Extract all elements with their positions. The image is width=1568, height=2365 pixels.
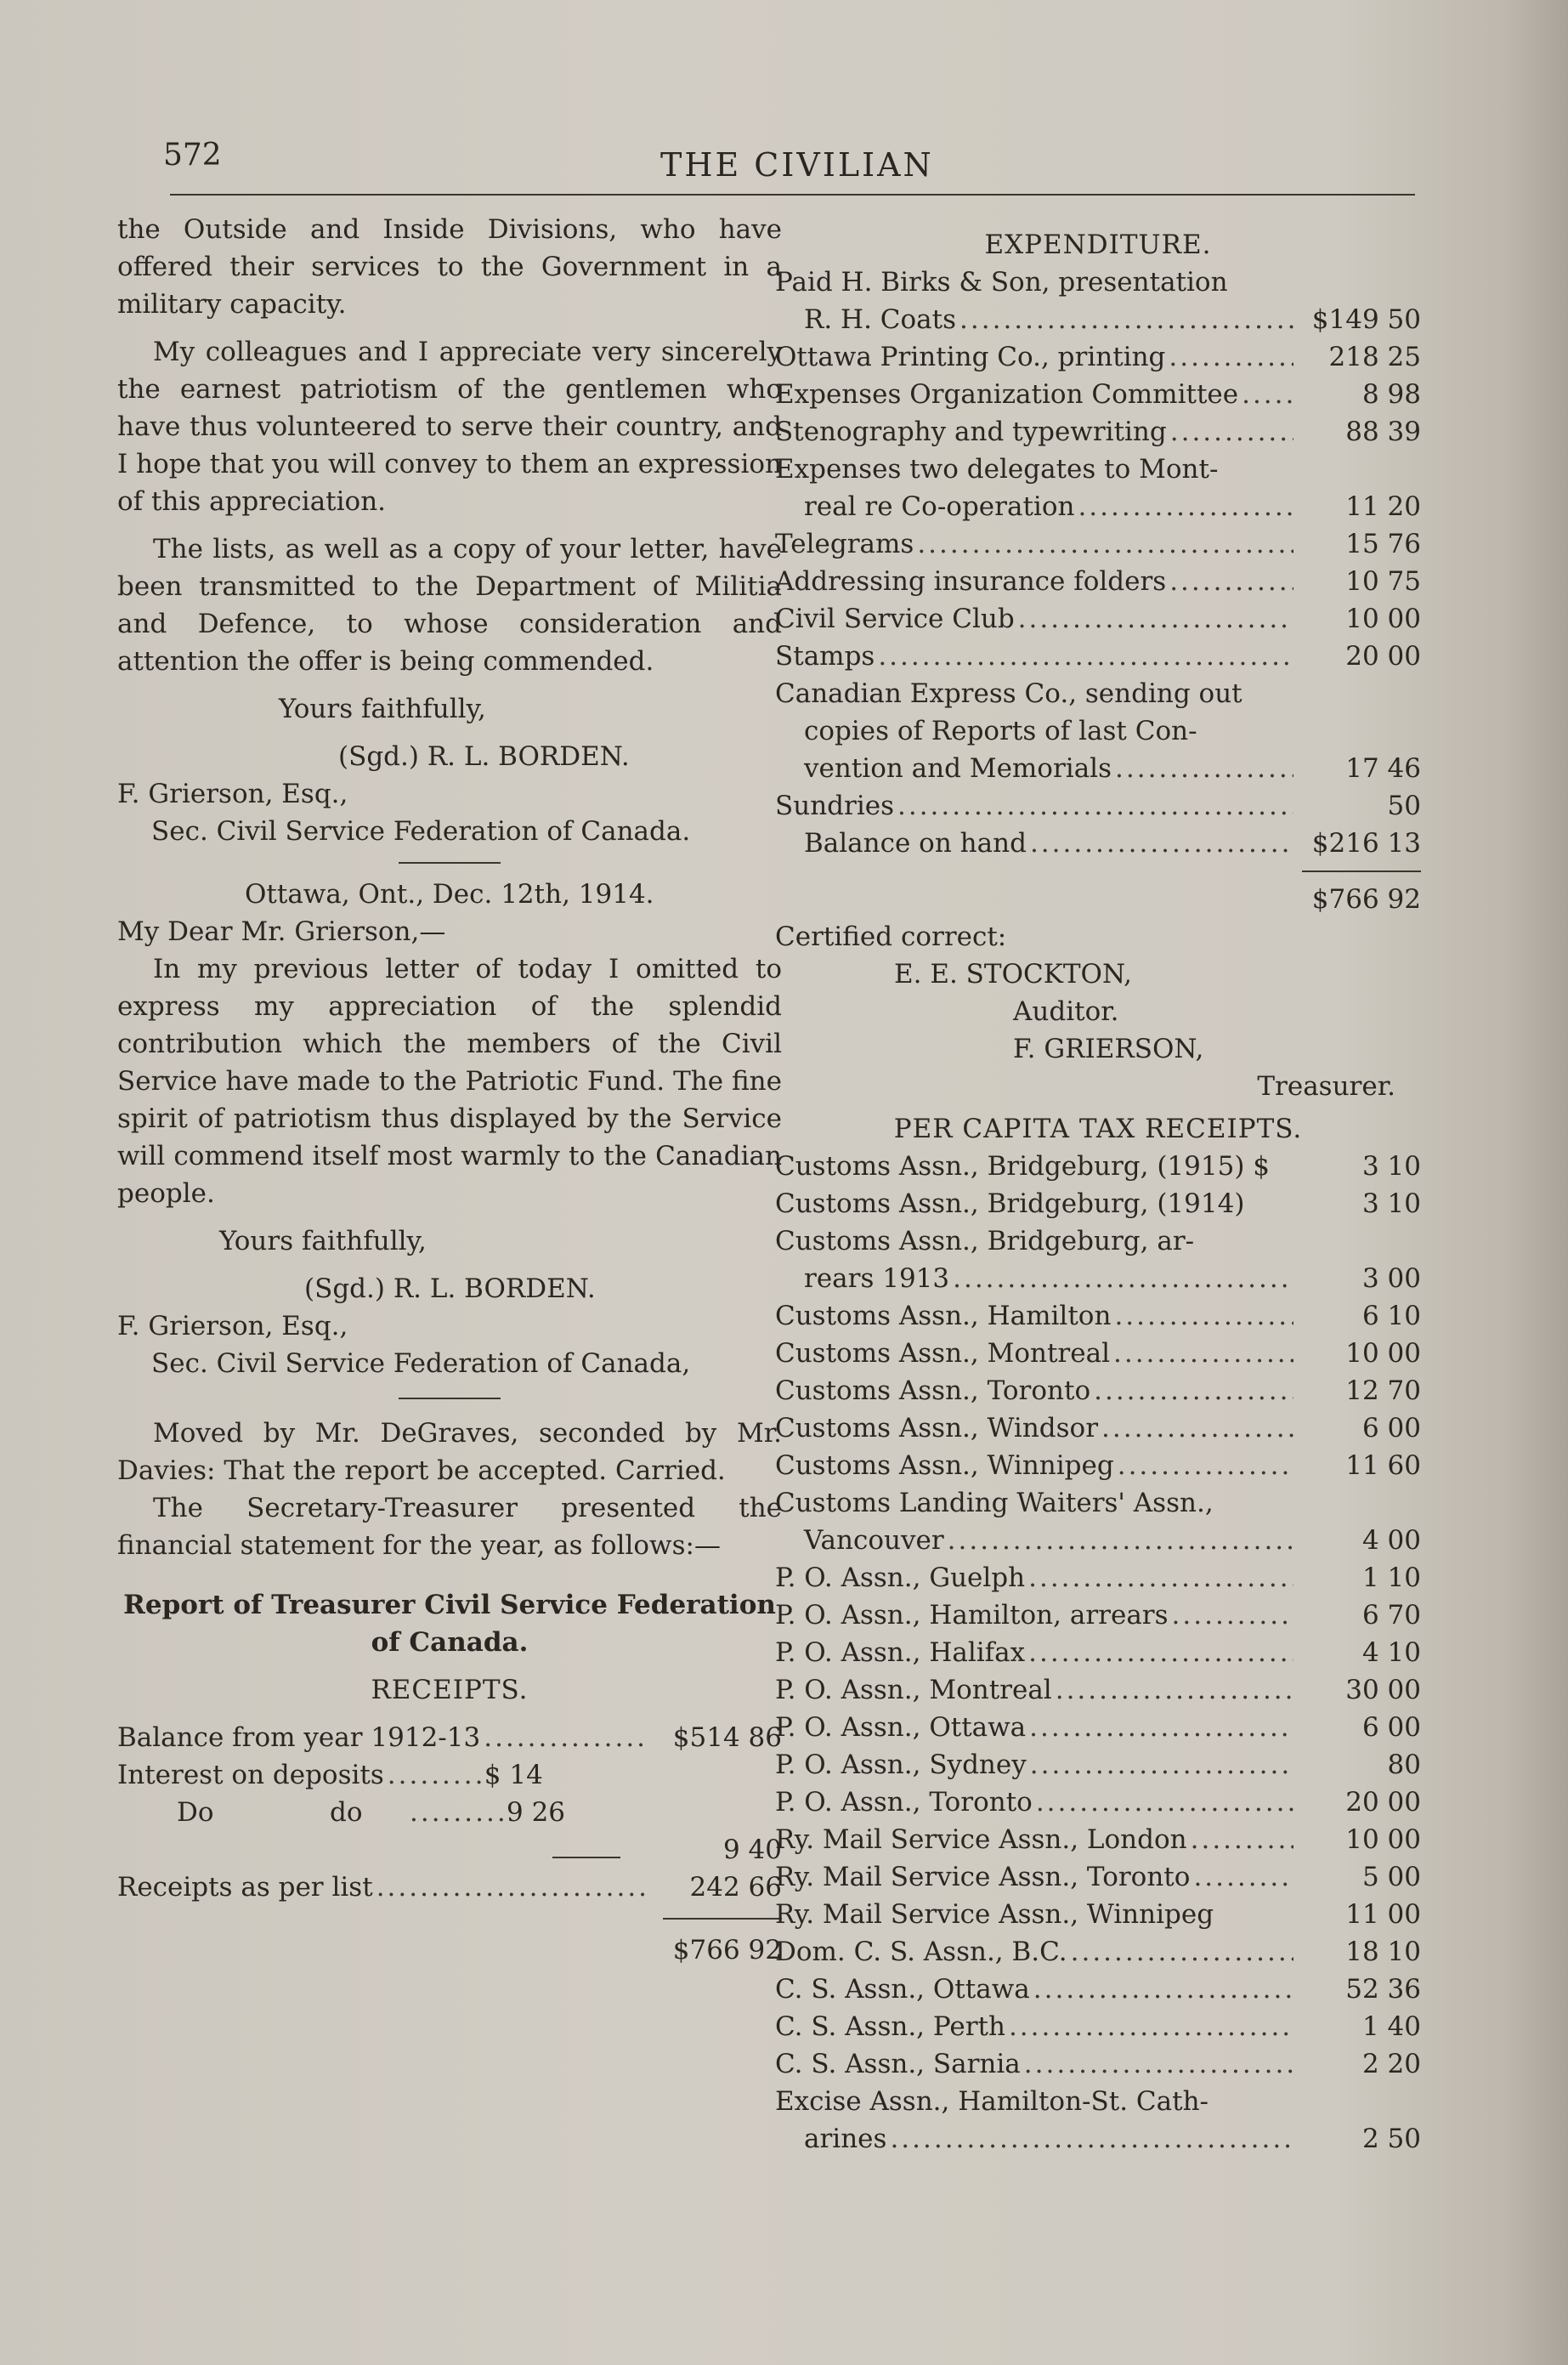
paragraph: The Secretary-Treasurer presented the financial statement for the year, as follows:— xyxy=(117,1493,782,1561)
expenditure-row xyxy=(775,675,1421,712)
total-rule xyxy=(663,1918,782,1920)
tax-row xyxy=(775,1746,1421,1784)
leader-dots xyxy=(1027,1746,1293,1784)
expenditure-row xyxy=(775,301,1421,338)
tax-row-amount: 12 70 xyxy=(1345,1375,1421,1406)
tax-row-amount: 20 00 xyxy=(1345,1787,1421,1818)
paragraph: the Outside and Inside Divisions, who have offered their services to the Government in a military capacity. xyxy=(117,214,782,320)
expenditure-row-label: R. H. Coats xyxy=(804,304,957,335)
tax-row-label: C. S. Assn., Perth xyxy=(775,2011,1005,2042)
expenditure-row-amount: 11 20 xyxy=(1345,491,1421,522)
addressee-name: F. Grierson, Esq., xyxy=(117,1311,348,1341)
tax-row xyxy=(775,1372,1421,1409)
paragraph: The lists, as well as a copy of your letter, have been transmitted to the Department of Militia and Defence, to whose consideration and attention the offer is being commended. xyxy=(117,534,782,677)
receipt-row xyxy=(117,1719,782,1756)
expenditure-row xyxy=(775,563,1421,600)
page-number: 572 xyxy=(163,138,222,173)
expenditure-row-label: Telegrams xyxy=(775,529,914,559)
tax-row-label: C. S. Assn., Sarnia xyxy=(775,2049,1021,2079)
expenditure-row-amount: $216 13 xyxy=(1311,828,1421,859)
leader-dots xyxy=(1167,413,1293,451)
tax-row-label: Excise Assn., Hamilton-St. Cath- xyxy=(775,2086,1209,2117)
receipt-total: $766 92 xyxy=(672,1935,782,1965)
subtotal-rule xyxy=(552,1857,620,1858)
tax-row xyxy=(775,1784,1421,1821)
receipt-subtotal: 9 40 xyxy=(722,1835,782,1865)
page-header xyxy=(163,128,1412,196)
letter-signature: (Sgd.) R. L. BORDEN. xyxy=(338,741,630,772)
expenditure-row-amount: 15 76 xyxy=(1345,529,1421,559)
leader-dots xyxy=(406,1794,507,1831)
tax-row-label: P. O. Assn., Halifax xyxy=(775,1637,1026,1668)
leader-dots xyxy=(1025,1634,1293,1671)
tax-row-label: rears 1913 xyxy=(804,1263,950,1294)
expenditure-row-amount: 218 25 xyxy=(1328,342,1421,372)
tax-row-label: Vancouver xyxy=(804,1525,944,1556)
expenditure-row-label: Paid H. Birks & Son, presentation xyxy=(775,267,1228,298)
certified-line: Certified correct: xyxy=(775,922,1007,952)
expenditure-row-label: Addressing insurance folders xyxy=(775,566,1167,597)
leader-dots xyxy=(1052,1671,1293,1709)
leader-dots xyxy=(1112,750,1293,787)
expenditure-row xyxy=(775,712,1421,750)
leader-dots xyxy=(1110,1335,1293,1372)
receipt-label: Interest on deposits xyxy=(117,1760,384,1790)
tax-row-amount: 80 xyxy=(1387,1750,1421,1780)
tax-row xyxy=(775,1484,1421,1522)
tax-row-label: Customs Assn., Toronto xyxy=(775,1375,1091,1406)
addressee-title: Sec. Civil Service Federation of Canada. xyxy=(151,816,691,847)
receipt-row xyxy=(117,1869,782,1906)
right-column xyxy=(775,211,1421,2158)
leader-dots xyxy=(373,1869,646,1906)
expenditure-row-label: Stenography and typewriting xyxy=(775,417,1167,447)
expenditure-row xyxy=(775,787,1421,825)
tax-row-label: Customs Assn., Bridgeburg, (1914) xyxy=(775,1188,1245,1219)
tax-receipts-list xyxy=(775,1148,1421,2158)
tax-row-amount: 1 10 xyxy=(1361,1562,1421,1593)
leader-dots xyxy=(1015,600,1293,638)
tax-row-amount: 1 40 xyxy=(1361,2011,1421,2042)
tax-row xyxy=(775,2008,1421,2045)
expenditure-row xyxy=(775,638,1421,675)
tax-row-amount: 5 00 xyxy=(1361,1862,1421,1892)
tax-row-amount: 6 10 xyxy=(1361,1301,1421,1331)
treasurer-name: F. GRIERSON, xyxy=(1013,1034,1204,1064)
tax-row-amount: 6 00 xyxy=(1361,1712,1421,1743)
auditor-title: Auditor. xyxy=(1013,996,1119,1027)
tax-row xyxy=(775,1709,1421,1746)
tax-row-label: Customs Assn., Winnipeg xyxy=(775,1450,1114,1481)
expenditure-heading: EXPENDITURE. xyxy=(984,230,1212,260)
leader-dots xyxy=(1025,1559,1293,1597)
letter-salutation: My Dear Mr. Grierson,— xyxy=(117,916,446,947)
expenditure-list xyxy=(775,264,1421,862)
tax-row xyxy=(775,1335,1421,1372)
expenditure-row-label: Sundries xyxy=(775,791,894,821)
letter-closing: Yours faithfully, xyxy=(279,694,486,724)
paragraph: In my previous letter of today I omitted to express my appreciation of the splendid contribution which the members of the Civil Service have made to the Patriotic Fund. The fine spirit of patriotism thus displayed by the Service will commend itself most warmly to the Canadian people. xyxy=(117,954,782,1209)
tax-row-label: P. O. Assn., Toronto xyxy=(775,1787,1033,1818)
paragraph: My colleagues and I appreciate very sincerely the earnest patriotism of the gentlemen who have thus volunteered to serve their country, and I hope that you will convey to them an expression of this appreciation. xyxy=(117,337,782,517)
tax-row-label: Ry. Mail Service Assn., London xyxy=(775,1824,1187,1855)
tax-row xyxy=(775,1858,1421,1896)
leader-dots xyxy=(949,1260,1293,1297)
tax-row-label: Customs Assn., Montreal xyxy=(775,1338,1110,1369)
tax-row xyxy=(775,1559,1421,1597)
letter-date: Ottawa, Ont., Dec. 12th, 1914. xyxy=(245,879,654,910)
tax-row-label: Dom. C. S. Assn., B.C. xyxy=(775,1937,1067,1967)
tax-row-amount: 3 10 xyxy=(1361,1151,1421,1182)
leader-dots xyxy=(1067,1933,1293,1971)
addressee-title: Sec. Civil Service Federation of Canada, xyxy=(151,1348,691,1379)
leader-dots xyxy=(1165,338,1293,376)
tax-row xyxy=(775,2045,1421,2083)
expenditure-row xyxy=(775,525,1421,563)
expenditure-total: $766 92 xyxy=(1311,884,1421,915)
tax-row xyxy=(775,2120,1421,2158)
tax-heading: PER CAPITA TAX RECEIPTS. xyxy=(893,1114,1303,1144)
tax-row-label: C. S. Assn., Ottawa xyxy=(775,1974,1030,2005)
expenditure-total-row xyxy=(775,881,1421,918)
tax-row-label: P. O. Assn., Sydney xyxy=(775,1750,1027,1780)
letter-signature: (Sgd.) R. L. BORDEN. xyxy=(304,1273,596,1304)
receipt-amount: 242 66 xyxy=(689,1872,782,1903)
expenditure-row-label: vention and Memorials xyxy=(804,753,1112,784)
tax-row xyxy=(775,1297,1421,1335)
tax-row xyxy=(775,2083,1421,2120)
tax-row xyxy=(775,1933,1421,1971)
expenditure-row-label: copies of Reports of last Con- xyxy=(804,716,1197,746)
leader-dots xyxy=(480,1719,646,1756)
tax-row xyxy=(775,1148,1421,1185)
expenditure-row-amount: 10 75 xyxy=(1345,566,1421,597)
receipt-amount: $514 86 xyxy=(672,1722,782,1753)
expenditure-row-label: Stamps xyxy=(775,641,875,672)
report-title: Report of Treasurer Civil Service Federation of Canada. xyxy=(123,1590,776,1658)
tax-row-label: Customs Assn., Bridgeburg, ar- xyxy=(775,1226,1195,1256)
leader-dots xyxy=(1111,1297,1293,1335)
leader-dots xyxy=(944,1522,1293,1559)
tax-row-amount: 4 00 xyxy=(1361,1525,1421,1556)
expenditure-row-amount: 88 39 xyxy=(1345,417,1421,447)
section-divider xyxy=(399,862,501,864)
tax-row-amount: 6 70 xyxy=(1361,1600,1421,1631)
ditto-label: do xyxy=(330,1797,363,1828)
expenditure-row-amount: 10 00 xyxy=(1345,604,1421,634)
expenditure-row xyxy=(775,376,1421,413)
tax-row-label: Customs Landing Waiters' Assn., xyxy=(775,1488,1214,1518)
leader-dots xyxy=(914,525,1293,563)
tax-row-label: Ry. Mail Service Assn., Toronto xyxy=(775,1862,1191,1892)
tax-row xyxy=(775,1409,1421,1447)
paragraph: Moved by Mr. DeGraves, seconded by Mr. Davies: That the report be accepted. Carried. xyxy=(117,1418,782,1486)
expenditure-row-label: Canadian Express Co., sending out xyxy=(775,678,1243,709)
letter-closing: Yours faithfully, xyxy=(219,1226,427,1256)
leader-dots xyxy=(1030,1971,1293,2008)
tax-row-amount: 2 50 xyxy=(1361,2124,1421,2154)
leader-dots xyxy=(1090,1372,1293,1409)
expenditure-row-label: real re Co-operation xyxy=(804,491,1075,522)
tax-row-amount: 30 00 xyxy=(1345,1675,1421,1705)
expenditure-row-label: Balance on hand xyxy=(804,828,1027,859)
tax-row-label: P. O. Assn., Hamilton, arrears xyxy=(775,1600,1169,1631)
expenditure-row-amount: 8 98 xyxy=(1361,379,1421,410)
expenditure-row-amount: 50 xyxy=(1387,791,1421,821)
ditto-label: Do xyxy=(177,1797,214,1828)
leader-dots xyxy=(1026,1709,1293,1746)
leader-dots xyxy=(1114,1447,1293,1484)
receipt-amount: 9 26 xyxy=(507,1797,566,1828)
tax-row-amount: 6 00 xyxy=(1361,1413,1421,1443)
tax-row-label: P. O. Assn., Guelph xyxy=(775,1562,1026,1593)
tax-row-amount: 10 00 xyxy=(1345,1824,1421,1855)
tax-row-amount: 52 36 xyxy=(1345,1974,1421,2005)
left-column xyxy=(117,211,782,1969)
expenditure-row xyxy=(775,600,1421,638)
addressee-name: F. Grierson, Esq., xyxy=(117,779,348,809)
tax-row-label: P. O. Assn., Ottawa xyxy=(775,1712,1027,1743)
tax-row xyxy=(775,1447,1421,1484)
tax-row xyxy=(775,1260,1421,1297)
expenditure-row-amount: 20 00 xyxy=(1345,641,1421,672)
receipt-label: Balance from year 1912-13 xyxy=(117,1722,481,1753)
expenditure-row xyxy=(775,451,1421,488)
leader-dots xyxy=(1238,376,1293,413)
leader-dots xyxy=(1166,563,1293,600)
tax-row xyxy=(775,1222,1421,1260)
tax-row-label: Customs Assn., Windsor xyxy=(775,1413,1099,1443)
tax-row-amount: 11 00 xyxy=(1345,1899,1421,1930)
receipt-row xyxy=(117,1794,782,1831)
leader-dots xyxy=(1190,1858,1293,1896)
tax-row-label: P. O. Assn., Montreal xyxy=(775,1675,1052,1705)
leader-dots xyxy=(875,638,1293,675)
expenditure-row-amount: 17 46 xyxy=(1345,753,1421,784)
tax-row xyxy=(775,1634,1421,1671)
leader-dots xyxy=(1187,1821,1293,1858)
leader-dots xyxy=(1074,488,1293,525)
tax-row-label: arines xyxy=(804,2124,887,2154)
receipt-row xyxy=(117,1756,782,1794)
tax-row xyxy=(775,1522,1421,1559)
tax-row-label: Customs Assn., Bridgeburg, (1915) $ xyxy=(775,1151,1270,1182)
leader-dots xyxy=(1098,1409,1293,1447)
tax-row xyxy=(775,1971,1421,2008)
auditor-name: E. E. STOCKTON, xyxy=(894,959,1132,990)
header-rule xyxy=(170,194,1415,196)
expenditure-row xyxy=(775,413,1421,451)
expenditure-row xyxy=(775,264,1421,301)
receipt-label: Receipts as per list xyxy=(117,1872,373,1903)
total-rule xyxy=(1302,871,1421,872)
expenditure-row-amount: $149 50 xyxy=(1311,304,1421,335)
expenditure-row-label: Expenses two delegates to Mont- xyxy=(775,454,1219,485)
leader-dots xyxy=(1027,825,1293,862)
tax-row-label: Customs Assn., Hamilton xyxy=(775,1301,1112,1331)
expenditure-row-label: Expenses Organization Committee xyxy=(775,379,1239,410)
tax-row-amount: 18 10 xyxy=(1345,1937,1421,1967)
expenditure-row xyxy=(775,488,1421,525)
tax-row xyxy=(775,1185,1421,1222)
tax-row-amount: 4 10 xyxy=(1361,1637,1421,1668)
tax-row xyxy=(775,1896,1421,1933)
tax-row xyxy=(775,1671,1421,1709)
expenditure-row xyxy=(775,750,1421,787)
receipt-subtotal-row xyxy=(117,1831,782,1869)
leader-dots xyxy=(956,301,1293,338)
tax-row-amount: 10 00 xyxy=(1345,1338,1421,1369)
running-title: THE CIVILIAN xyxy=(660,146,934,184)
tax-row-amount: 3 10 xyxy=(1361,1188,1421,1219)
leader-dots xyxy=(1033,1784,1293,1821)
section-divider xyxy=(399,1398,501,1399)
tax-row xyxy=(775,1597,1421,1634)
expenditure-row xyxy=(775,338,1421,376)
receipt-total-row xyxy=(117,1931,782,1969)
tax-row-amount: 3 00 xyxy=(1361,1263,1421,1294)
leader-dots xyxy=(1169,1597,1293,1634)
expenditure-row-label: Ottawa Printing Co., printing xyxy=(775,342,1166,372)
expenditure-row-label: Civil Service Club xyxy=(775,604,1015,634)
leader-dots xyxy=(886,2120,1293,2158)
receipts-heading: RECEIPTS. xyxy=(371,1675,529,1705)
leader-dots xyxy=(1005,2008,1293,2045)
tax-row-label: Ry. Mail Service Assn., Winnipeg xyxy=(775,1899,1214,1930)
leader-dots xyxy=(894,787,1293,825)
tax-row-amount: 2 20 xyxy=(1361,2049,1421,2079)
tax-row-amount: 11 60 xyxy=(1345,1450,1421,1481)
tax-row xyxy=(775,1821,1421,1858)
leader-dots xyxy=(1021,2045,1293,2083)
expenditure-row xyxy=(775,825,1421,862)
treasurer-title: Treasurer. xyxy=(1257,1071,1395,1102)
leader-dots xyxy=(384,1756,484,1794)
receipt-amount: $ 14 xyxy=(484,1760,543,1790)
